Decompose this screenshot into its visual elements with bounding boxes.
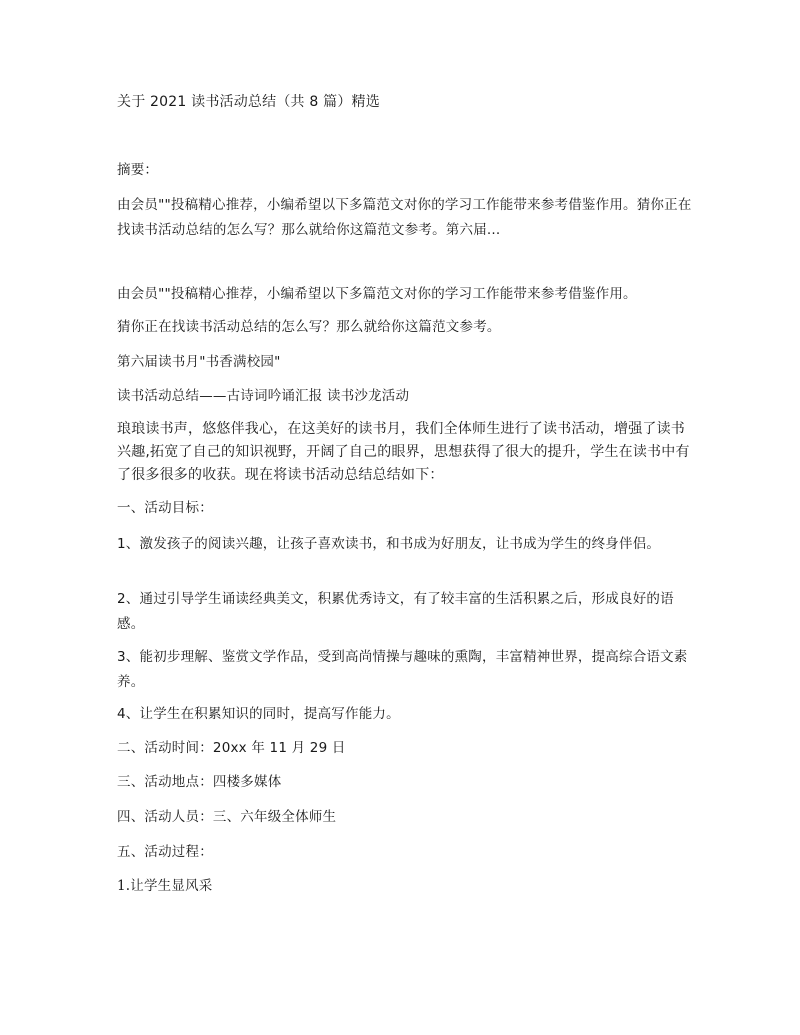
paragraph-intro: 由会员""投稿精心推荐，小编希望以下多篇范文对你的学习工作能带来参考借鉴作用。 xyxy=(117,286,637,302)
paragraph-subtitle: 读书活动总结——古诗词吟诵汇报 读书沙龙活动 xyxy=(117,388,410,404)
paragraph-event-name: 第六届读书月"书香满校园" xyxy=(117,354,281,370)
section-location: 三、活动地点：四楼多媒体 xyxy=(117,774,282,790)
paragraph-guess: 猜你正在找读书活动总结的怎么写？那么就给你这篇范文参考。 xyxy=(117,319,501,335)
document-title: 关于 2021 读书活动总结（共 8 篇）精选 xyxy=(117,94,380,110)
section-heading-goals: 一、活动目标： xyxy=(117,500,213,516)
abstract-label: 摘要： xyxy=(117,162,159,178)
paragraph-summary: 琅琅读书声，悠悠伴我心，在这美好的读书月，我们全体师生进行了读书活动，增强了读书兴趣,拓宽了自己的知识视野，开阔了自己的眼界，思想获得了很大的提升，学生在读书中有了很多很多的收获。现在将读书活动总结总结如下： xyxy=(117,421,690,483)
goal-item-4: 4、让学生在积累知识的同时，提高写作能力。 xyxy=(117,706,400,722)
section-heading-process: 五、活动过程： xyxy=(117,844,213,860)
goal-item-2: 2、通过引导学生诵读经典美文，积累优秀诗文，有了较丰富的生活积累之后，形成良好的语感。 xyxy=(117,591,674,632)
section-time: 二、活动时间：20xx 年 11 月 29 日 xyxy=(117,740,346,756)
abstract-text: 由会员""投稿精心推荐，小编希望以下多篇范文对你的学习工作能带来参考借鉴作用。猜你正在找读书活动总结的怎么写？那么就给你这篇范文参考。第六届... xyxy=(117,197,692,238)
goal-item-1: 1、激发孩子的阅读兴趣，让孩子喜欢读书，和书成为好朋友，让书成为学生的终身伴侣。 xyxy=(117,536,661,552)
process-item-1: 1.让学生显风采 xyxy=(117,878,213,894)
section-participants: 四、活动人员：三、六年级全体师生 xyxy=(117,809,337,825)
goal-item-3: 3、能初步理解、鉴赏文学作品，受到高尚情操与趣味的熏陶，丰富精神世界，提高综合语文素养。 xyxy=(117,649,688,690)
